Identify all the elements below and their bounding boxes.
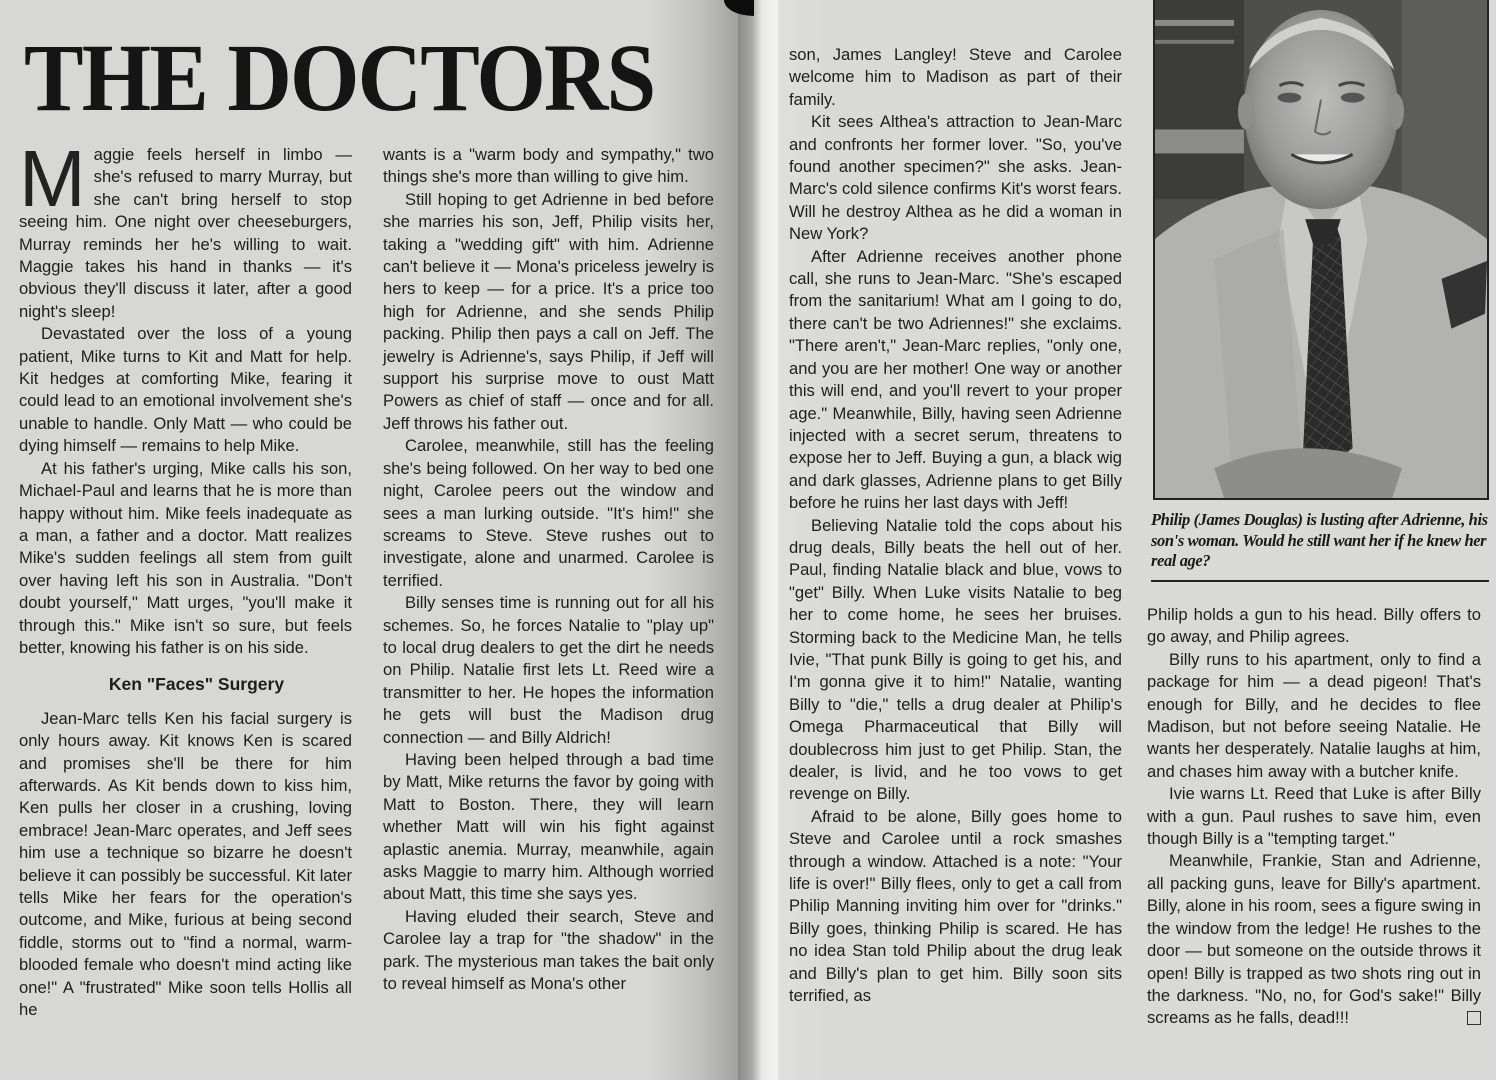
subhead: Ken "Faces" Surgery bbox=[108, 674, 285, 695]
paragraph: son, James Langley! Steve and Carolee welcome him to Madison as part of their family. bbox=[789, 45, 1122, 109]
paragraph: Jean-Marc tells Ken his facial surgery is only hours away. Kit knows Ken is scared and promises she'll be there for him afterwards. As Kit bends down to kiss him, Ken pulls her closer in a crushing, loving embrace! Jean-Marc operates, and Jeff sees him use a technique so bizarre he doesn't believe it can possibly be successful. Kit later tells Mike her fears for the operation's outcome, and Mike, furious at being second fiddle, storms out to "find a normal, warm-blooded female who doesn't mind acting like one!" A "frustrated" Mike soon tells Hollis all he bbox=[19, 708, 352, 1020]
article-title: THE DOCTORS bbox=[24, 24, 655, 131]
portrait-photo bbox=[1153, 0, 1489, 500]
book-spine bbox=[738, 0, 778, 1080]
column-2 bbox=[383, 144, 714, 995]
paragraph: wants is a "warm body and sympathy," two things she's more than willing to give him. bbox=[383, 145, 714, 187]
paragraph: After Adrienne receives another phone call, she runs to Jean-Marc. "She's escaped from the sanitarium! What am I going to do, there can't be two Adriennes!" she exclaims. "There aren't," Jean-Marc replies, "only one, and you are her mother! One way or another this will end, and you'll revert to your proper age." Meanwhile, Billy, having seen Adrienne injected with a secret serum, threatens to expose her to Jeff. Buying a gun, a black wig and dark glasses, Adrienne plans to get Billy before he ruins her last days with Jeff! bbox=[789, 246, 1122, 513]
paragraph: Afraid to be alone, Billy goes home to Steve and Carolee until a rock smashes through a window. Attached is a note: "Your life is over!" Billy flees, only to get a call from Philip Manning inviting him over for "drinks." Billy goes, thinking Philip is scared. He has no idea Stan told Philip about the drug leak and Billy's plan to get him. Billy soon sits terrified, as bbox=[789, 806, 1122, 1006]
paragraph: Devastated over the loss of a young patient, Mike turns to Kit and Matt for help. Kit hedges at comforting Mike, fearing it could lead to an emotional involvement she's unable to handle. Only Matt — who could be dying himself — remains to help Mike. bbox=[19, 324, 352, 456]
paragraph: Maggie feels herself in limbo — she's refused to marry Murray, but she can't bring herself to stop seeing him. One night over cheeseburgers, Murray reminds her he's willing to wait. Maggie takes his hand in thanks — it's obvious they'll discuss it later, after a good night's sleep! bbox=[19, 134, 352, 321]
column-4 bbox=[1147, 604, 1481, 1030]
column-3 bbox=[789, 44, 1122, 1007]
photo-caption: Philip (James Douglas) is lusting after Adrienne, his son's woman. Would he still want her if he knew her real age? bbox=[1151, 510, 1489, 582]
paragraph: Kit sees Althea's attraction to Jean-Marc and confronts her former lover. "So, you've found another specimen?" she asks. Jean-Marc's cold silence confirms Kit's worst fears. Will he destroy Althea as he did a woman in New York? bbox=[789, 112, 1122, 244]
end-of-article-icon bbox=[1467, 1011, 1481, 1025]
portrait-image-icon bbox=[1155, 0, 1487, 498]
paragraph: Ivie warns Lt. Reed that Luke is after Billy with a gun. Paul rushes to save him, even though Billy is a "tempting target." bbox=[1147, 784, 1481, 849]
paragraph: At his father's urging, Mike calls his son, Michael-Paul and learns that he is more than happy without him. Mike feels inadequate as a man, a father and a doctor. Matt realizes Mike's sudden feelings all stem from guilt over having left his son in Australia. "Don't doubt yourself," Matt urges, "you'll make it through this." Mike isn't so sure, but feels better, knowing his father is on his side. bbox=[19, 458, 352, 657]
paragraph: Billy senses time is running out for all his schemes. So, he forces Natalie to "play up" to local drug dealers to get the dirt he needs on Philip. Natalie first lets Lt. Reed wire a transmitter to her. He hopes the information he gets will bust the Madison drug connection — and Billy Aldrich! bbox=[383, 593, 714, 747]
paragraph: Having eluded their search, Steve and Carolee lay a trap for "the shadow" in the park. The mysterious man takes the bait only to reveal himself as Mona's other bbox=[383, 906, 714, 994]
paragraph: Having been helped through a bad time by Matt, Mike returns the favor by going with Matt to Boston. There, they will learn whether Matt will win his fight against aplastic anemia. Murray, meanwhile, again asks Maggie to marry him. Although worried about Matt, this time she says yes. bbox=[383, 749, 714, 904]
paragraph: Carolee, meanwhile, still has the feeling she's being followed. On her way to bed one night, Carolee peers out the window and sees a man lurking outside. "It's him!" she screams to Steve. Steve rushes out to investigate, alone and unarmed. Carolee is terrified. bbox=[383, 436, 714, 590]
paragraph: Billy runs to his apartment, only to find a package for him — a dead pigeon! That's enough for Billy, and he decides to flee Madison, but not before seeing Natalie. He wants her desperately. Natalie laughs at him, and chases him away with a butcher knife. bbox=[1147, 649, 1481, 781]
paragraph: Believing Natalie told the cops about his drug deals, Billy beats the hell out of her. Paul, finding Natalie black and blue, vows to "get" Billy. When Luke visits Natalie to beg her to come home, he sees her bruises. Storming back to the Medicine Man, he tells Ivie, "That punk Billy is going to get his, and I'm gonna give it to him!" Natalie, wanting Billy to "die," tells a drug dealer at Philip's Omega Pharmaceutical that Billy will doublecross him just to get Philip. Stan, the dealer, is livid, and he too vows to get revenge on Billy. bbox=[789, 515, 1122, 804]
paragraph: Philip holds a gun to his head. Billy offers to go away, and Philip agrees. bbox=[1147, 605, 1481, 647]
paragraph: Still hoping to get Adrienne in bed before she marries his son, Jeff, Philip visits her, taking a "wedding gift" with him. Adrienne can't believe it — Mona's priceless jewelry is hers to keep — for a price. It's a price too high for Adrienne, and she sends Philip packing. Philip then pays a call on Jeff. The jewelry is Adrienne's, says Philip, if Jeff will support his surprise move to oust Matt Powers as chief of staff — once and for all. Jeff throws his father out. bbox=[383, 189, 714, 433]
column-1 bbox=[19, 134, 352, 1021]
drop-cap: M bbox=[19, 134, 86, 223]
paragraph: Meanwhile, Frankie, Stan and Adrienne, all packing guns, leave for Billy's apartment. Billy, alone in his room, sees a figure swing in the window from the ledge! He rushes to the door — but someone on the outside throws it open! Billy is trapped as two shots ring out in the darkness. "No, no, for God's sake!" Billy screams as he falls, dead!!! bbox=[1147, 851, 1481, 1028]
